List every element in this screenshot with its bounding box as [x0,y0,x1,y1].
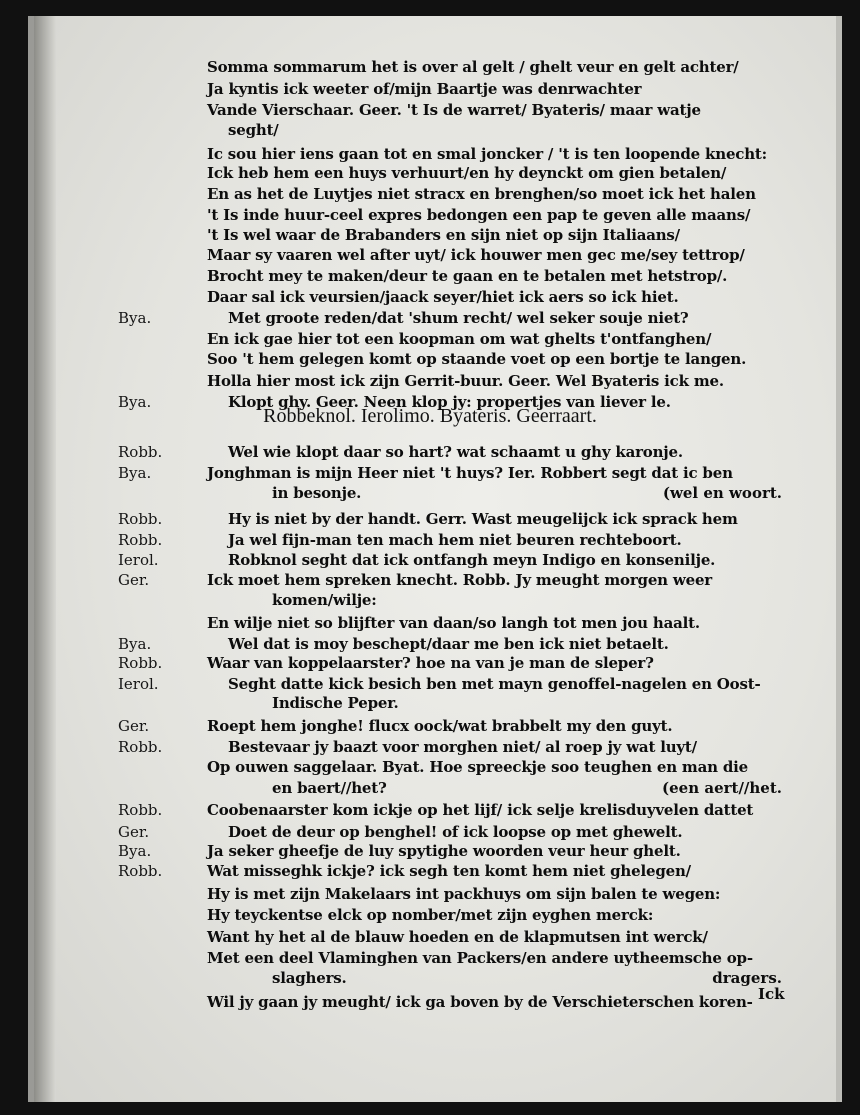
verse-text: Doet de deur op benghel! of ick loopse op met ghewelt. [228,823,683,841]
speaker-label: Bya. [118,464,152,482]
verse-text: in besonje. [272,484,362,502]
verse-text: Seght datte kick besich ben met mayn genoffel-nagelen en Oost- [228,675,761,693]
text-line [0,267,860,287]
text-line [0,717,860,737]
verse-text: Ja wel fijn-man ten mach hem niet beuren rechteboort. [228,531,682,549]
verse-text: Hy is met zijn Makelaars int packhuys om sijn balen te wegen: [207,885,721,903]
text-line [0,571,860,591]
text-line [0,350,860,370]
verse-text: En ick gae hier tot een koopman om wat ghelts t'ontfanghen/ [207,330,712,348]
speaker-label: Bya. [118,309,152,327]
verse-text: seght/ [228,121,279,139]
text-line [0,58,860,78]
verse-text: Hy is niet by der handt. Gerr. Wast meugelijck ick sprack hem [228,510,738,528]
verse-text: Klopt ghy. Geer. Neen klop jy: propertjes van liever le. [228,393,671,411]
speaker-label: Robb. [118,738,163,756]
text-line [0,145,860,165]
text-line [0,993,860,1013]
text-line [0,510,860,530]
text-line [0,823,860,843]
verse-text: Wat misseghk ickje? ick segh ten komt hem niet ghelegen/ [207,862,691,880]
verse-text: Waar van koppelaarster? hoe na van je man de sleper? [207,654,654,672]
verse-text: Ick moet hem spreken knecht. Robb. Jy meught morgen weer [207,571,713,589]
text-line [0,80,860,100]
speaker-label: Bya. [118,635,152,653]
text-line [0,675,860,695]
verse-text: Brocht mey te maken/deur te gaan en te betalen met hetstrop/. [207,267,728,285]
text-line [0,206,860,226]
verse-text: Ick heb hem een huys verhuurt/en hy deynckt om gien betalen/ [207,164,727,182]
text-line [0,309,860,329]
text-line [0,738,860,758]
text-line [0,862,860,882]
text-line [0,694,860,714]
verse-text: Holla hier most ick zijn Gerrit-buur. Geer. Wel Byateris ick me. [207,372,724,390]
verse-text: Maar sy vaaren wel after uyt/ ick houwer men gec me/sey tettrop/ [207,246,745,264]
text-line [0,969,860,989]
verse-text: En wilje niet so blijfter van daan/so langh tot men jou haalt. [207,614,700,632]
speaker-label: Robb. [118,654,163,672]
verse-text: slaghers. [272,969,347,987]
verse-text: Wel dat is moy beschept/daar me ben ick niet betaelt. [228,635,669,653]
text-line [0,288,860,308]
text-line [0,551,860,571]
text-line [0,842,860,862]
verse-text: Jonghman is mijn Heer niet 't huys? Ier. Robbert segt dat ic ben [207,464,733,482]
text-line [0,185,860,205]
text-line [0,531,860,551]
verse-text: Ja kyntis ick weeter of/mijn Baartje was denrwachter [207,80,642,98]
verse-text: Daar sal ick veursien/jaack seyer/hiet ick aers so ick hiet. [207,288,679,306]
speaker-label: Ierol. [118,675,159,693]
scene-heading: Robbeknol. Ierolimo. Byateris. Geerraart. [263,405,597,427]
speaker-label: Ger. [118,823,150,841]
text-line [0,372,860,392]
text-line [0,443,860,463]
verse-text: Robknol seght dat ick ontfangh meyn Indigo en konsenilje. [228,551,716,569]
verse-text: Somma sommarum het is over al gelt / ghelt veur en gelt achter/ [207,58,739,76]
verse-text: Hy teyckentse elck op nomber/met zijn eyghen merck: [207,906,654,924]
text-line [0,484,860,504]
text-line [0,906,860,926]
text-line [0,928,860,948]
text-line [0,801,860,821]
speaker-label: Robb. [118,510,163,528]
verse-text: Wil jy gaan jy meught/ ick ga boven by de Verschieterschen koren- [207,993,753,1011]
speaker-label: Bya. [118,393,152,411]
turnover-text: (een aert//het. [662,779,782,797]
verse-text: Roept hem jonghe! flucx oock/wat brabbelt my den guyt. [207,717,673,735]
speaker-label: Robb. [118,443,163,461]
verse-text: Vande Vierschaar. Geer. 't Is de warret/ Byateris/ maar watje [207,101,701,119]
text-line [0,330,860,350]
verse-text: Ic sou hier iens gaan tot en smal joncker / 't is ten loopende knecht: [207,145,767,163]
text-line [0,949,860,969]
verse-text: Indische Peper. [272,694,399,712]
text-line [0,654,860,674]
text-line [0,164,860,184]
verse-text: Want hy het al de blauw hoeden en de klapmutsen int werck/ [207,928,708,946]
text-line [0,246,860,266]
text-line [0,635,860,655]
turnover-text: dragers. [712,969,782,987]
verse-text: Coobenaarster kom ickje op het lijf/ ick selje krelisduyvelen dattet [207,801,754,819]
speaker-label: Ierol. [118,551,159,569]
text-line [0,101,860,121]
verse-text: Op ouwen saggelaar. Byat. Hoe spreeckje soo teughen en man die [207,758,748,776]
speaker-label: Ger. [118,571,150,589]
speaker-label: Robb. [118,801,163,819]
verse-text: Met een deel Vlaminghen van Packers/en andere uytheemsche op- [207,949,753,967]
speaker-label: Robb. [118,531,163,549]
catchword: Ick [758,985,785,1003]
speaker-label: Robb. [118,862,163,880]
verse-text: komen/wilje: [272,591,377,609]
verse-text: en baert//het? [272,779,387,797]
verse-text: Soo 't hem gelegen komt op staande voet op een bortje te langen. [207,350,747,368]
text-line [0,779,860,799]
verse-text: En as het de Luytjes niet stracx en brenghen/so moet ick het halen [207,185,756,203]
text-line [0,591,860,611]
text-line [0,614,860,634]
verse-text: Wel wie klopt daar so hart? wat schaamt u ghy karonje. [228,443,683,461]
text-line [0,758,860,778]
verse-text: Met groote reden/dat 'shum recht/ wel seker souje niet? [228,309,689,327]
verse-text: Ja seker gheefje de luy spytighe woorden veur heur ghelt. [207,842,681,860]
turnover-text: (wel en woort. [662,484,782,502]
speaker-label: Bya. [118,842,152,860]
verse-text: 't Is inde huur-ceel expres bedongen een pap te geven alle maans/ [207,206,751,224]
verse-text: 't Is wel waar de Brabanders en sijn niet op sijn Italiaans/ [207,226,680,244]
text-line [0,885,860,905]
speaker-label: Ger. [118,717,150,735]
verse-text: Bestevaar jy baazt voor morghen niet/ al roep jy wat luyt/ [228,738,697,756]
text-line [0,226,860,246]
text-line [0,121,860,141]
text-line [0,464,860,484]
